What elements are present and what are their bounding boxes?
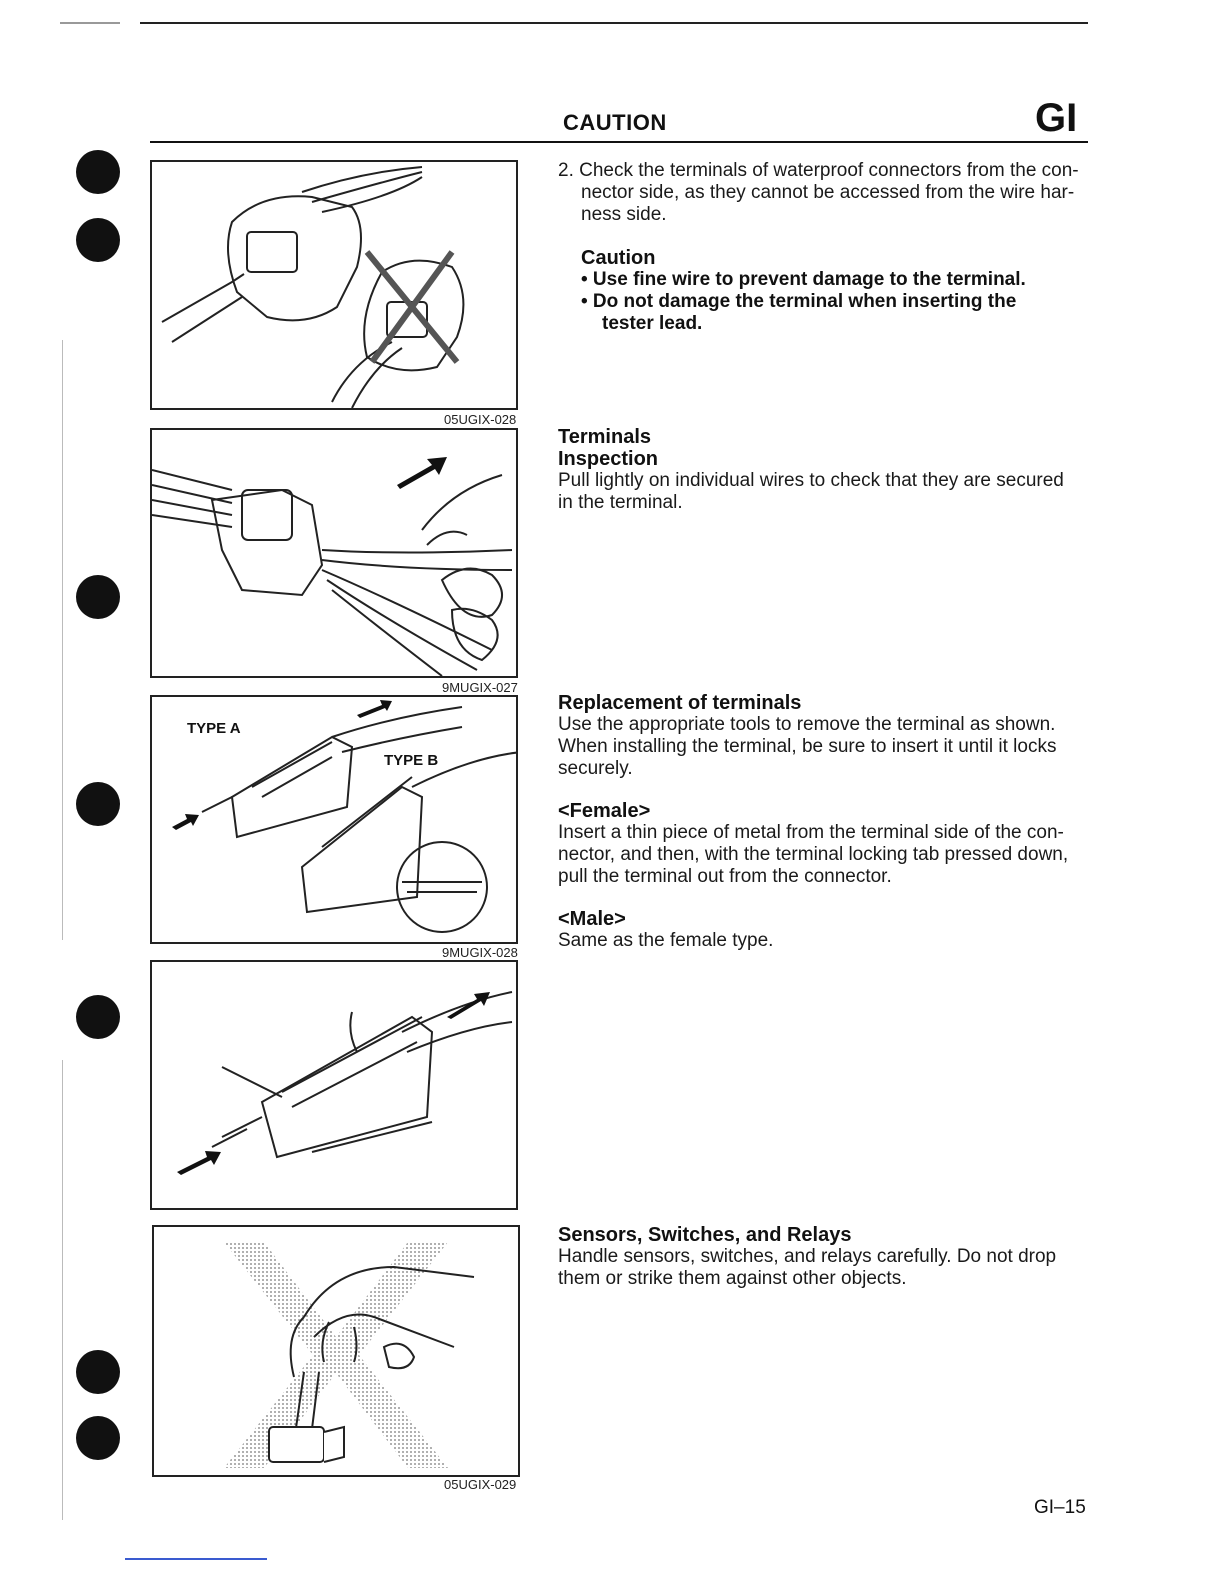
caution-bullet: • Use fine wire to prevent damage to the terminal. [581, 269, 1026, 290]
inspection-subtitle: Inspection [558, 448, 659, 470]
figure-terminal-types [150, 695, 518, 944]
replacement-section [558, 692, 1068, 952]
female-line: nector, and then, with the terminal locking tab pressed down, [558, 844, 1069, 865]
figure-code: 9MUGIX-027 [442, 680, 518, 695]
binder-hole [76, 782, 120, 826]
terminals-title: Terminals [558, 426, 651, 448]
binder-hole [76, 995, 120, 1039]
caution-title: Caution [581, 247, 656, 269]
step-2-line: 2. Check the terminals of waterproof connectors from the con- [558, 160, 1079, 181]
binder-hole [76, 218, 120, 262]
connector-probe-illustration [152, 162, 516, 408]
sensors-title: Sensors, Switches, and Relays [558, 1224, 852, 1246]
step-2-line: nector side, as they cannot be accessed from the wire har- [581, 182, 1075, 203]
replacement-line: securely. [558, 758, 633, 779]
margin-line [62, 1060, 63, 1520]
binder-hole [76, 1416, 120, 1460]
binder-hole [76, 150, 120, 194]
female-line: Insert a thin piece of metal from the terminal side of the con- [558, 822, 1064, 843]
figure-code: 05UGIX-028 [444, 412, 517, 427]
terminal-removal-illustration [152, 962, 516, 1208]
caution-bullet: • Do not damage the terminal when inserting the [581, 291, 1017, 312]
section-code: GI [1035, 96, 1078, 140]
type-a-label: TYPE A [187, 720, 241, 737]
male-line: Same as the female type. [558, 930, 774, 951]
replacement-title: Replacement of terminals [558, 692, 802, 714]
margin-line [62, 340, 63, 940]
section-title: CAUTION [563, 110, 667, 135]
figure-connector-probe [150, 160, 518, 410]
figure-code: 9MUGIX-028 [442, 945, 518, 960]
figure-pull-wire [150, 428, 518, 678]
sensors-section [558, 1224, 1056, 1290]
top-dash [60, 22, 120, 24]
female-line: pull the terminal out from the connector. [558, 866, 892, 887]
replacement-line: When installing the terminal, be sure to insert it until it locks [558, 736, 1057, 757]
inspection-line: Pull lightly on individual wires to check that they are secured [558, 470, 1064, 491]
figure-terminal-removal [150, 960, 518, 1210]
bottom-blue-line [125, 1558, 267, 1560]
sensors-line: them or strike them against other objects. [558, 1268, 907, 1289]
relay-handling-illustration [154, 1227, 518, 1475]
pull-wire-illustration [152, 430, 516, 676]
binder-hole [76, 575, 120, 619]
replacement-line: Use the appropriate tools to remove the terminal as shown. [558, 714, 1056, 735]
header-rule [150, 141, 1088, 143]
sensors-line: Handle sensors, switches, and relays carefully. Do not drop [558, 1246, 1057, 1267]
caution-block [581, 247, 1026, 335]
step-2-text [558, 160, 1079, 226]
page-number: GI–15 [1034, 1497, 1086, 1518]
figure-code: 05UGIX-029 [444, 1477, 517, 1492]
binder-hole [76, 1350, 120, 1394]
inspection-line: in the terminal. [558, 492, 683, 513]
male-title: <Male> [558, 908, 626, 930]
top-rule [140, 22, 1088, 24]
type-b-label: TYPE B [384, 752, 439, 769]
relay-icon [269, 1427, 324, 1462]
figure-relay-handling [152, 1225, 520, 1477]
caution-bullet-continued: tester lead. [602, 313, 703, 334]
terminal-types-illustration [152, 697, 516, 942]
female-title: <Female> [558, 800, 651, 822]
terminals-section [558, 426, 1064, 514]
step-2-line: ness side. [581, 204, 667, 225]
